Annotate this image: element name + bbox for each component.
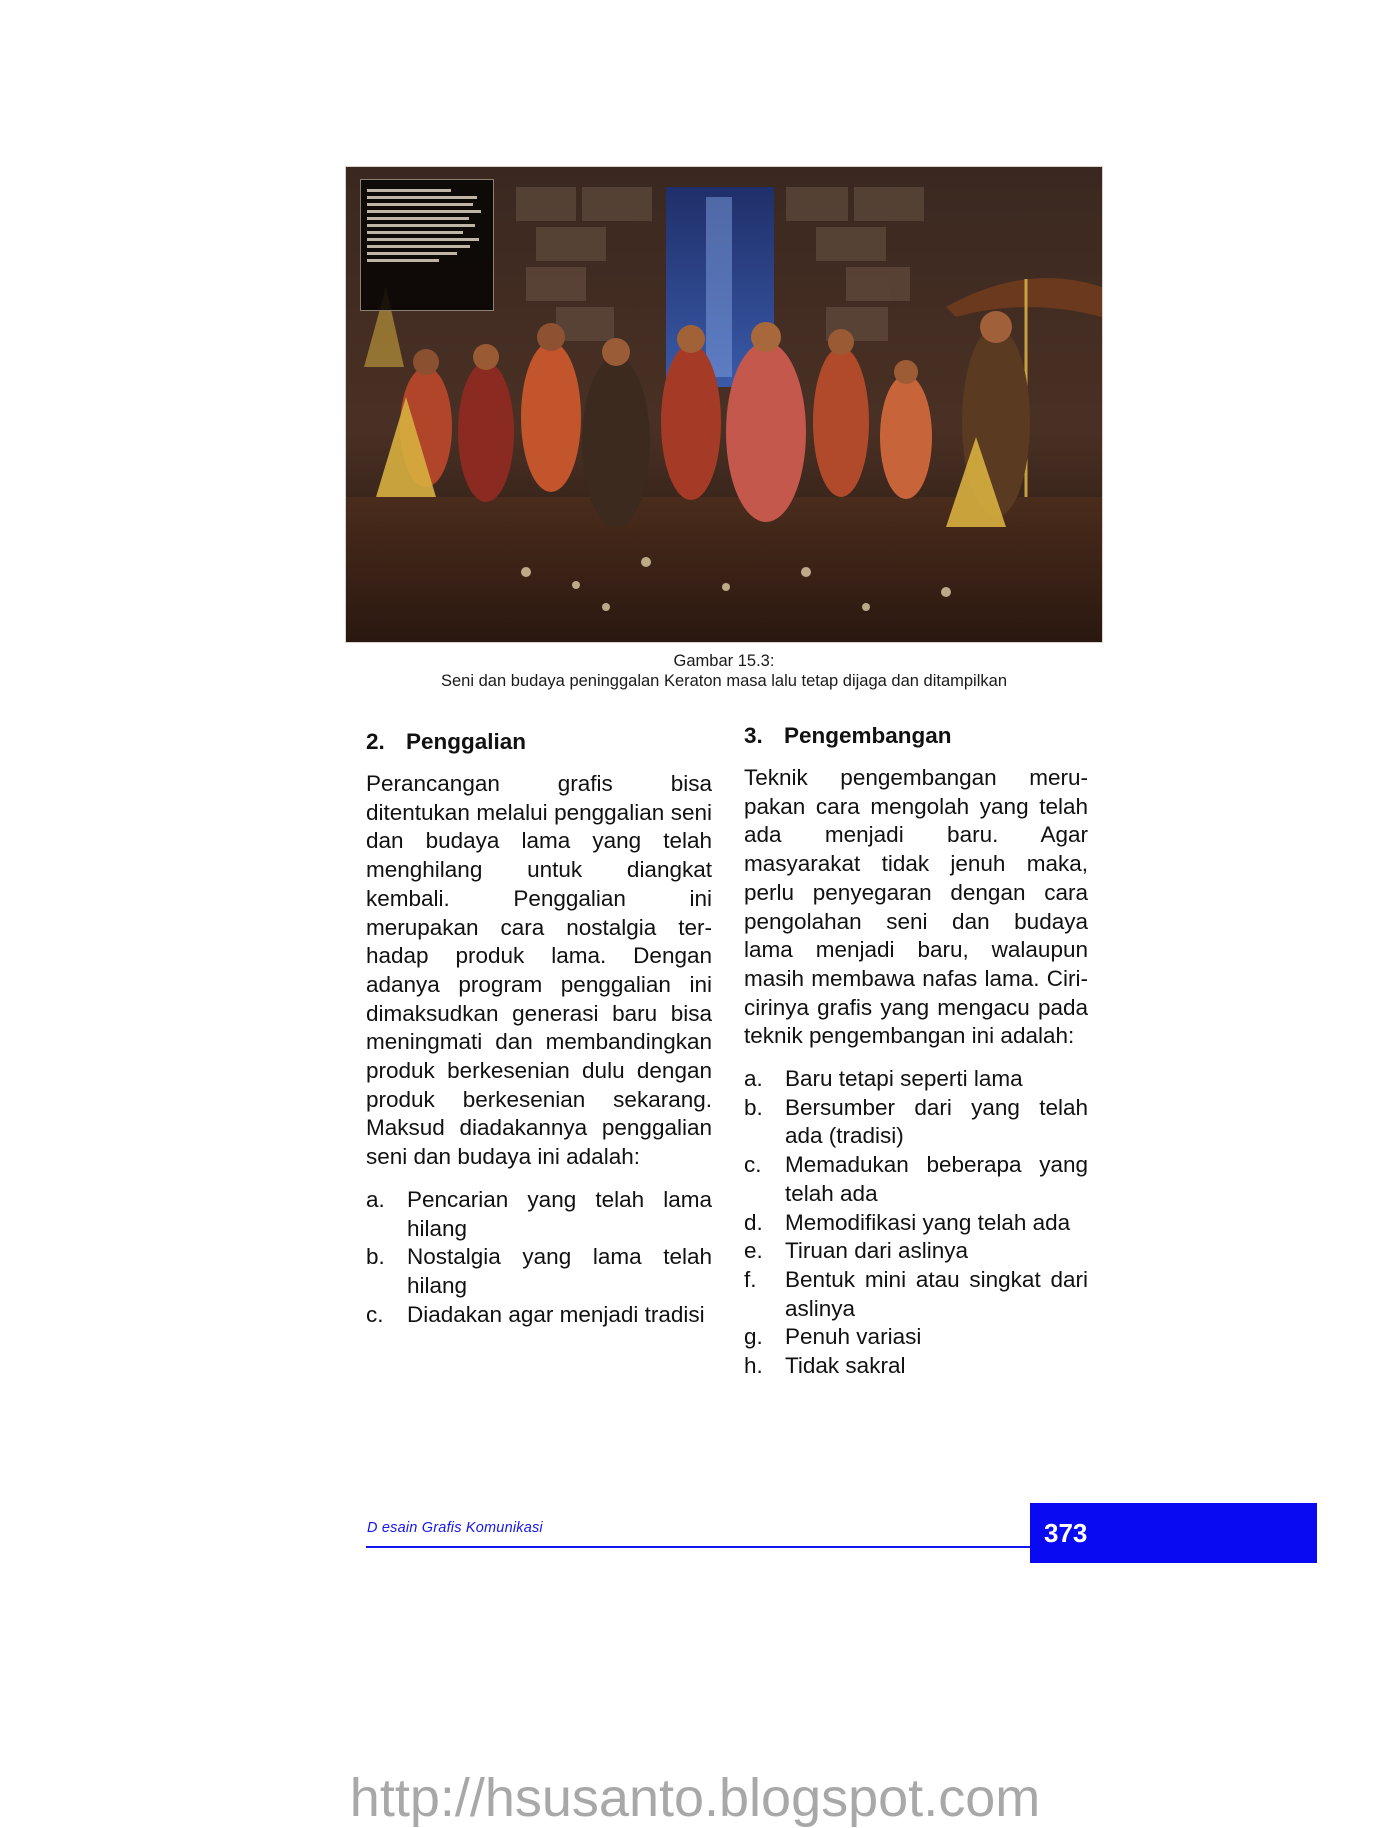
- section-paragraph: Perancangan grafis bisa ditentukan melalui penggalian seni dan budaya lama yang telah menghilang untuk diangkat kembali. Penggalian ini merupakan cara nostalgia terhadap produk lama. Dengan adanya program penggalian ini dimaksudkan generasi baru bisa meningmati dan membandingkan produk berkesenian dulu dengan produk berkesenian sekarang. Maksud diadakannya penggalian seni dan budaya ini adalah:: [366, 771, 712, 1170]
- section-penggalian: [366, 728, 712, 1329]
- list-item: [366, 1186, 712, 1243]
- list-marker: h.: [744, 1353, 763, 1379]
- list-item: [744, 1209, 1088, 1238]
- list-marker: b.: [366, 1244, 385, 1270]
- heading-number: 2.: [366, 729, 385, 754]
- heading-title: Penggalian: [406, 729, 527, 754]
- list-item: [744, 1266, 1088, 1323]
- list-item: [744, 1151, 1088, 1208]
- section-pengembangan: [744, 722, 1088, 1381]
- list-marker: g.: [744, 1324, 763, 1350]
- list-marker: c.: [366, 1301, 384, 1327]
- list-item: [744, 1065, 1088, 1094]
- dance-photo: [346, 167, 1102, 642]
- list-marker: d.: [744, 1209, 763, 1235]
- list-marker: c.: [744, 1152, 762, 1178]
- list-marker: e.: [744, 1238, 763, 1264]
- list-item: [744, 1323, 1088, 1352]
- watermark-url: http://hsusanto.blogspot.com: [349, 1768, 1041, 1828]
- figure-caption: [346, 651, 1102, 691]
- list-text: Diadakan agar menjadi tradisi: [407, 1301, 705, 1327]
- bullet-list: [366, 1186, 712, 1330]
- heading-number: 3.: [744, 723, 763, 748]
- list-marker: a.: [744, 1066, 763, 1092]
- section-heading: [366, 728, 712, 756]
- section-heading: [744, 722, 1088, 750]
- list-text: Memodifikasi yang telah ada: [785, 1209, 1071, 1235]
- list-item: [366, 1243, 712, 1300]
- page-number: 373: [1044, 1518, 1088, 1548]
- page-number-box: [1030, 1503, 1317, 1563]
- caption-label: Gambar 15.3:: [673, 652, 775, 670]
- caption-text: Seni dan budaya peninggalan Keraton masa lalu tetap dijaga dan ditampilkan: [441, 672, 1007, 690]
- footer-rule: [366, 1546, 1030, 1548]
- list-marker: b.: [744, 1094, 763, 1120]
- list-text: Bentuk mini atau singkat dari aslinya: [785, 1266, 1088, 1321]
- list-text: Penuh variasi: [785, 1324, 922, 1350]
- list-item: [744, 1237, 1088, 1266]
- list-marker: f.: [744, 1266, 757, 1292]
- list-text: Baru tetapi seperti lama: [785, 1066, 1023, 1092]
- list-text: Tiruan dari aslinya: [785, 1238, 968, 1264]
- list-text: Pencarian yang telah lama hilang: [407, 1186, 712, 1241]
- list-text: Nostalgia yang lama telah hilang: [407, 1244, 712, 1298]
- list-item: [366, 1301, 712, 1330]
- photo-text-inset: [360, 179, 494, 311]
- bullet-list: [744, 1065, 1088, 1381]
- list-text: Tidak sakral: [785, 1353, 906, 1379]
- list-text: Bersumber dari yang telah ada (tradisi): [785, 1094, 1088, 1149]
- list-text: Memadukan beberapa yang telah ada: [785, 1152, 1088, 1206]
- heading-title: Pengembangan: [784, 723, 952, 748]
- list-marker: a.: [366, 1186, 385, 1212]
- list-item: [744, 1094, 1088, 1151]
- list-item: [744, 1352, 1088, 1381]
- footer-book-title: D esain Grafis Komunikasi: [367, 1520, 543, 1536]
- section-paragraph: Teknik pengembangan merupakan cara mengolah yang telah ada menjadi baru. Agar masyarakat tidak jenuh maka, perlu penyegaran dengan cara pengolahan seni dan budaya lama menjadi baru, walaupun masih membawa nafas lama. Ciri-cirinya grafis yang mengacu pada teknik pengembangan ini adalah:: [744, 765, 1088, 1049]
